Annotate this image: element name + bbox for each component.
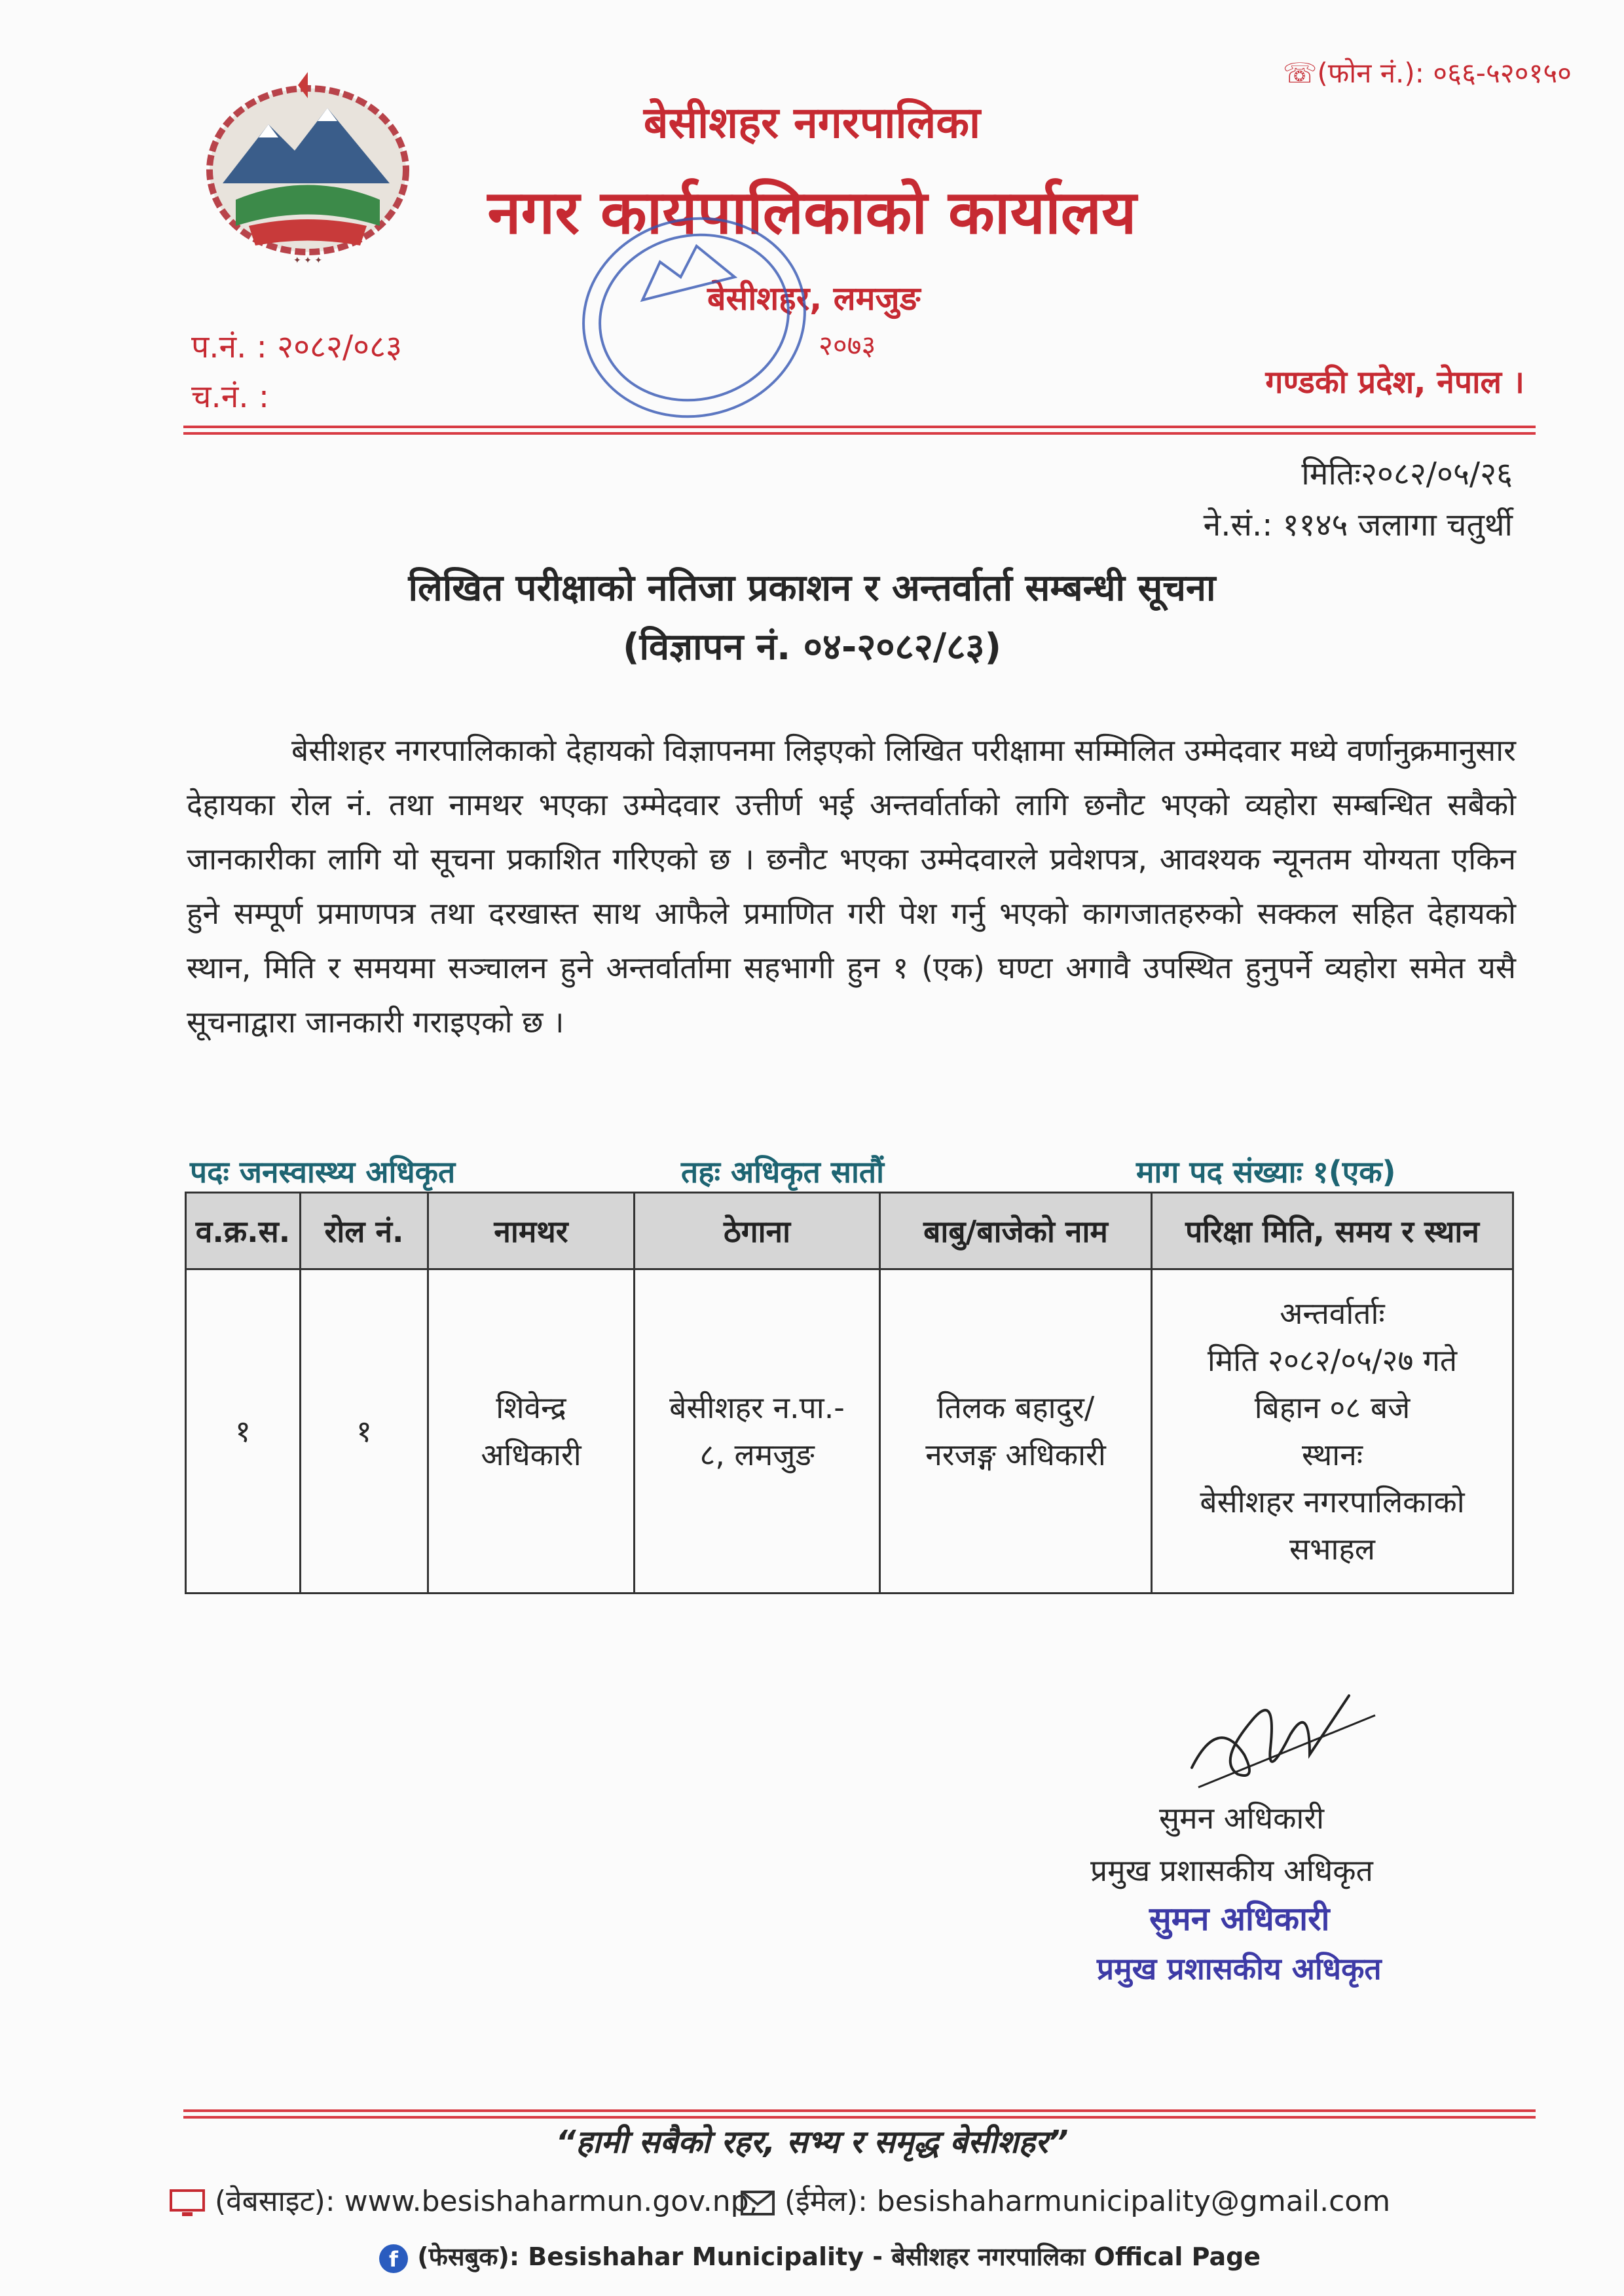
- email-info: [740, 2180, 1390, 2219]
- office-stamp: [550, 190, 838, 445]
- table-row: [186, 1269, 1513, 1594]
- column-header: रोल नं.: [301, 1193, 428, 1269]
- schedule-line: बिहान ०८ बजे: [1254, 1390, 1411, 1425]
- province-label: गण्डकी प्रदेश, नेपाल ।: [1265, 364, 1524, 401]
- header-rule: [183, 432, 1536, 435]
- vacancy-count: माग पद संख्याः १(एक): [1136, 1154, 1396, 1190]
- website-label: (वेबसाइट):: [215, 2185, 335, 2218]
- column-header: ठेगाना: [635, 1193, 880, 1269]
- footer-rule: [183, 2116, 1536, 2119]
- schedule-line: मिति २०८२/०५/२७ गते: [1207, 1343, 1458, 1378]
- parent-line: तिलक बहादुर/: [936, 1390, 1095, 1425]
- schedule-line: अन्तर्वार्ताः: [1280, 1296, 1385, 1331]
- name-line: शिवेन्द्र: [496, 1390, 566, 1425]
- dispatch-number: च.नं. :: [191, 378, 270, 415]
- office-place: बेसीशहर, लमजुङ: [707, 280, 921, 318]
- address-line: ८, लमजुङ: [699, 1437, 815, 1472]
- roll-number-cell: १: [301, 1269, 428, 1594]
- column-header: बाबु/बाजेको नाम: [880, 1193, 1152, 1269]
- result-table: [185, 1192, 1514, 1594]
- established-year: २०७३: [819, 329, 876, 361]
- column-header: व.क्र.स.: [186, 1193, 301, 1269]
- header-rule: [183, 426, 1536, 428]
- parent-name-cell: [880, 1269, 1152, 1594]
- municipality-name: बेसीशहर नगरपालिका: [643, 98, 981, 148]
- notice-title: लिखित परीक्षाको नतिजा प्रकाशन र अन्तर्वार्ता सम्बन्धी सूचना: [408, 567, 1216, 610]
- phone-number: ☏(फोन नं.): ०६६-५२०१५०: [1282, 57, 1572, 89]
- facebook-label: (फेसबुक):: [417, 2242, 520, 2271]
- email-link[interactable]: besishaharmunicipality@gmail.com: [876, 2185, 1391, 2218]
- schedule-line: बेसीशहर नगरपालिकाको: [1200, 1484, 1465, 1520]
- reference-number: प.नं. : २०८२/०८३: [191, 329, 402, 365]
- footer-slogan: “हामी सबैको रहर, सभ्य र समृद्ध बेसीशहर”: [555, 2124, 1069, 2160]
- address-line: बेसीशहर न.पा.-: [669, 1390, 845, 1425]
- table-header-row: [186, 1193, 1513, 1269]
- email-label: (ईमेल):: [784, 2185, 868, 2218]
- office-name: नगर कार्यपालिकाको कार्यालय: [487, 177, 1137, 247]
- signatory-name: सुमन अधिकारी: [1159, 1800, 1325, 1836]
- advertisement-number: (विज्ञापन नं. ०४-२०८२/८३): [622, 626, 1002, 668]
- monitor-icon: [169, 2189, 206, 2217]
- website-info: [169, 2180, 758, 2219]
- post-name: पदः जनस्वास्थ्य अधिकृत: [190, 1154, 456, 1190]
- issue-date: मितिः२०८२/०५/२६: [1301, 456, 1513, 492]
- address-cell: [635, 1269, 880, 1594]
- facebook-link[interactable]: Besishahar Municipality - बेसीशहर नगरपालिका Offical Page: [528, 2242, 1261, 2271]
- name-cell: [428, 1269, 635, 1594]
- website-link[interactable]: www.besishaharmun.gov.np,: [344, 2185, 758, 2218]
- facebook-info: [378, 2239, 1261, 2274]
- post-level: तहः अधिकृत सातौं: [681, 1154, 885, 1190]
- notice-body: बेसीशहर नगरपालिकाको देहायको विज्ञापनमा लिइएको लिखित परीक्षामा सम्मिलित उम्मेदवार मध्ये वर्णानुक्रमानुसार देहायका रोल नं. तथा नामथर भएका उम्मेदवार उत्तीर्ण भई अन्तर्वार्ताको लागि छनौट भएको व्यहोरा सम्बन्धित सबैको जानकारीका लागि यो सूचना प्रकाशित गरिएको छ । छनौट भएका उम्मेदवारले प्रवेशपत्र, आवश्यक न्यूनतम योग्यता एकिन हुने सम्पूर्ण प्रमाणपत्र तथा दरखास्त साथ आफैले प्रमाणित गरी पेश गर्नु भएको कागजातहरुको सक्कल सहित देहायको स्थान, मिति र समयमा सञ्चालन हुने अन्तर्वार्तामा सहभागी हुन १ (एक) घण्टा अगावै उपस्थित हुनुपर्ने व्यहोरा समेत यसै सूचनाद्वारा जानकारी गराइएको छ ।: [187, 733, 1516, 1040]
- schedule-cell: [1152, 1269, 1513, 1594]
- schedule-line: स्थानः: [1301, 1437, 1363, 1472]
- serial-number-cell: १: [186, 1269, 301, 1594]
- envelope-icon: [740, 2190, 775, 2216]
- nepal-sambat-date: ने.सं.: ११४५ जलागा चतुर्थी: [1203, 507, 1513, 543]
- svg-text:f: f: [389, 2246, 398, 2272]
- name-line: अधिकारी: [481, 1437, 581, 1472]
- column-header: परिक्षा मिति, समय र स्थान: [1152, 1193, 1513, 1269]
- handwritten-signature: [1179, 1676, 1388, 1807]
- post-stamp: प्रमुख प्रशासकीय अधिकृत: [1097, 1951, 1382, 1986]
- svg-text:✦ ✦ ✦: ✦ ✦ ✦: [293, 255, 323, 266]
- name-stamp: सुमन अधिकारी: [1149, 1900, 1330, 1938]
- parent-line: नरजङ्ग अधिकारी: [925, 1437, 1106, 1472]
- schedule-line: सभाहल: [1289, 1531, 1375, 1567]
- footer-rule: [183, 2109, 1536, 2112]
- facebook-icon: [378, 2244, 409, 2274]
- signatory-post: प्रमुख प्रशासकीय अधिकृत: [1090, 1853, 1373, 1888]
- column-header: नामथर: [428, 1193, 635, 1269]
